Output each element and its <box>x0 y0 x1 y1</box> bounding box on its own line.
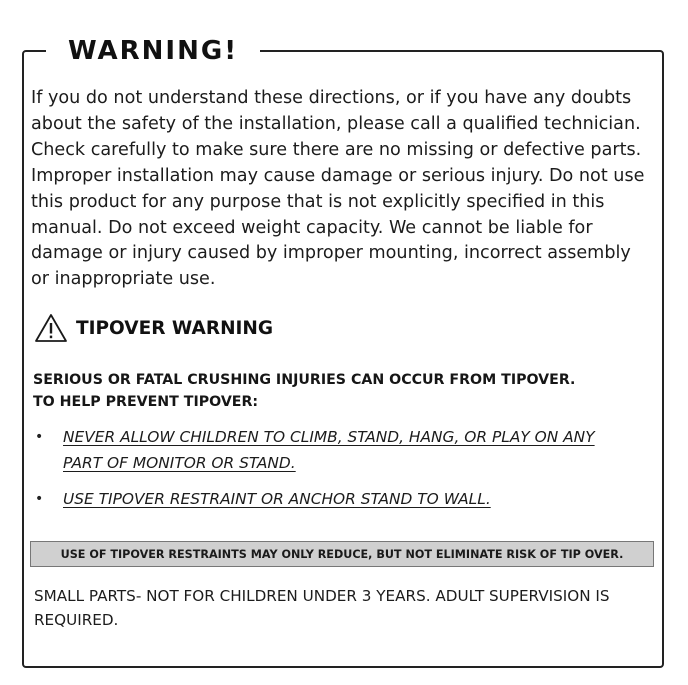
tipover-danger-statement <box>33 369 575 413</box>
list-item <box>35 487 655 513</box>
list-item <box>35 425 655 476</box>
warning-title-container <box>46 30 260 72</box>
small-parts-warning: SMALL PARTS- NOT FOR CHILDREN UNDER 3 YEARS. ADULT SUPERVISION IS REQUIRED. <box>34 587 610 629</box>
tipover-restraint-notice <box>30 541 654 567</box>
bullet-text: NEVER ALLOW CHILDREN TO CLIMB, STAND, HANG, OR PLAY ON ANY PART OF MONITOR OR STAND. <box>63 428 595 472</box>
bullet-icon: • <box>35 429 44 445</box>
notice-text: USE OF TIPOVER RESTRAINTS MAY ONLY REDUCE, BUT NOT ELIMINATE RISK OF TIP OVER. <box>60 547 624 561</box>
danger-line: SERIOUS OR FATAL CRUSHING INJURIES CAN OCCUR FROM TIPOVER. <box>33 372 576 388</box>
intro-paragraph: If you do not understand these directions, or if you have any doubts about the safety of the installation, please call a qualified technician. Check carefully to make sure there are no missing or defective parts. Improper installation may cause damage or serious injury. Do not use this product for any purpose that is not explicitly specified in this manual. Do not exceed weight capacity. We cannot be liable for damage or injury caused by improper mounting, incorrect assembly or inappropriate use. <box>31 88 645 290</box>
danger-line: TO HELP PREVENT TIPOVER: <box>33 394 259 410</box>
tipover-heading <box>34 313 273 343</box>
bullet-icon: • <box>35 491 44 507</box>
warning-title: WARNING! <box>68 36 239 66</box>
bullet-text: USE TIPOVER RESTRAINT OR ANCHOR STAND TO WALL. <box>63 490 491 508</box>
tipover-bullet-list <box>35 425 655 524</box>
tipover-heading-text: TIPOVER WARNING <box>76 317 274 339</box>
warning-triangle-icon <box>34 313 68 343</box>
